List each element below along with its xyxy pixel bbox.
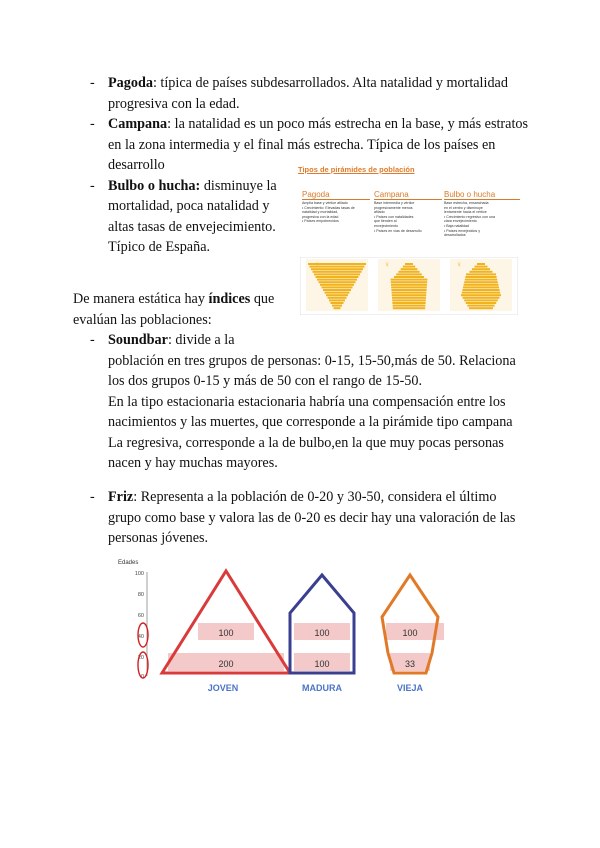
pyramid-bar [464,281,498,283]
pyramid-bar [392,297,426,299]
pyramid-bar [392,302,425,304]
column-heading: Bulbo o hucha [444,190,520,200]
pyramid-bar [314,273,360,275]
column-desc: Base estrecha, ensanchada en el centro y disminuye lentamente hacia el vértice • Crecimiento regresivo con una clara envejecimiento • Baja natalidad • Países envejecidos y desarrollados [444,201,495,238]
pyramid-bar [325,292,350,294]
pyramid-bar [332,305,342,307]
campana-term: Campana [108,116,168,132]
person-icon: ♀ [314,260,320,269]
pyramid-bar [403,266,415,268]
pyramid-bar [319,281,356,283]
pyramid-bar [393,307,425,309]
bulbo-line-3: altas tasas de envejecimiento. [108,218,276,235]
pyramid-bar [392,292,427,294]
pyramid-bar [391,284,427,286]
pyramid-bar [313,271,362,273]
y-tick: 60 [137,613,144,619]
campana-line-1: Campana: la natalidad es un poco más estrecha en la base, y más estratos [108,116,529,132]
pyramid-bar [462,289,499,291]
pyramid-bar [463,286,499,288]
campana-line-2: en la zona intermedia y el final más estrecha. Típica de los países en [108,136,496,153]
pyramid-bar [392,294,426,296]
pyramid-bar [398,271,419,273]
soundbar-line-3: los dos grupos 0-15 y más de 50 con el rango de 15-50. [108,373,423,389]
pyramid-bar [328,297,347,299]
pyramid-bar [464,299,498,301]
pyramid-bar [467,305,494,307]
madura-label: MADURA [302,683,342,693]
friz-term: Friz [108,489,134,505]
pyramid-bar [322,286,353,288]
pyramid-bar [323,289,351,291]
campana-pyramid [378,259,440,311]
soundbar-line-6: La regresiva, corresponde a la de bulbo,en la que muy pocas personas [108,434,504,451]
person-icon: ♀ [456,260,462,269]
soundbar-term: Soundbar [108,332,168,348]
pyramid-types-figure [296,165,522,317]
pyramid-bar [391,289,426,291]
pagoda-line-2: progresiva con la edad. [108,95,240,112]
pyramid-column-campana [374,190,442,233]
joven-lower-value: 200 [218,659,234,669]
pyramid-bar [396,273,422,275]
soundbar-line-4: En la tipo estacionaria estacionaria habría una compensación entre los [108,393,506,410]
bulbo-line-1: Bulbo o hucha: disminuye la [108,177,277,194]
bulbo-line-2: mortalidad, poca natalidad y [108,198,270,214]
pyramid-bar [391,286,427,288]
soundbar-line-7: nacen y hay muchas mayores. [108,455,278,471]
bullet-dash: - [90,332,95,348]
pyramid-bar [334,307,341,309]
bulbo-pyramid [450,259,512,311]
pyramid-bar [317,279,357,281]
pagoda-line-1: Pagoda: típica de países subdesarrollados. Alta natalidad y mortalidad [108,75,508,91]
pyramid-bar [466,302,496,304]
pyramid-column-pagoda [302,190,370,224]
column-desc: Base intermedia y vértice progresivamente menos afilado • Países con natalidades que tienden al envejecimiento • Países en vías de desarrollo [374,201,422,233]
pagoda-pyramid [306,259,368,311]
pyramid-bar [470,271,493,273]
bullet-dash: - [90,177,95,194]
indices-line-1: De manera estática hay índices que [73,291,275,307]
pyramid-bar [391,281,427,283]
pyramid-bar [462,292,500,294]
indices-term: índices [208,291,251,307]
vieja-label: VIEJA [396,683,424,693]
pyramid-bar [326,294,348,296]
pyramid-bar [469,307,493,309]
pyramid-bar [401,268,418,270]
bullet-dash: - [90,75,95,91]
column-heading: Pagoda [302,190,370,200]
soundbar-line-2: población en tres grupos de personas: 0-15, 15-50,más de 50. Relaciona [108,352,516,369]
pyramid-bar [463,297,500,299]
population-pyramids-chart [300,257,518,315]
soundbar-line-5: nacimientos y las muertes, que corresponde a la pirámide tipo campana [108,414,513,430]
indices-line-2: evalúan las poblaciones: [73,311,212,328]
campana-line-3: desarrollo [108,157,165,173]
pyramid-bar [465,276,496,278]
pyramid-bar [477,263,485,265]
madura-lower-value: 100 [314,659,330,669]
pyramid-bar [329,299,345,301]
column-desc: Amplia base y vértice afilado • Crecimiento: Elevadas tasas de natalidad y mortalidad, progresiva con la edad • Países empobrecidos [302,201,355,224]
pagoda-term: Pagoda [108,75,153,91]
person-icon: ♀ [384,260,390,269]
y-tick: 40 [137,634,144,640]
bulbo-line-4: Típico de España. [108,239,211,255]
column-heading: Campana [374,190,442,200]
pyramid-bar [405,263,413,265]
pyramid-bar [465,279,497,281]
bullet-dash: - [90,116,95,132]
vieja-upper-value: 100 [402,628,418,638]
friz-line-1: Friz: Representa a la población de 0-20 y 30-50, considera el último [108,489,497,505]
joven-label: JOVEN [207,683,239,693]
pyramid-bar [394,276,424,278]
friz-index-figure [118,555,463,700]
pyramid-bar [472,268,490,270]
madura-upper-value: 100 [314,628,330,638]
y-tick: 100 [134,571,144,577]
pyramid-bar [391,279,428,281]
pyramid-bar [461,294,501,296]
y-axis-label: Edades [118,560,139,566]
pyramid-bar [331,302,344,304]
y-tick: 80 [137,592,144,598]
y-tick: 0 [140,674,144,680]
soundbar-line-1: Soundbar: divide a la [108,332,235,348]
friz-line-2: grupo como base y valora las de 0-20 es decir hay una valoración de las [108,509,516,526]
pyramid-bar [392,299,426,301]
friz-line-3: personas jóvenes. [108,530,209,546]
figure-title: Tipos de pirámides de población [298,165,415,174]
joven-upper-value: 100 [218,628,234,638]
vieja-lower-value: 33 [404,659,416,669]
pyramid-bar [475,266,488,268]
bullet-dash: - [90,489,95,505]
pyramid-column-bulbo [444,190,520,238]
pyramid-bar [320,284,354,286]
pyramid-bar [464,284,499,286]
pyramid-bar [466,273,496,275]
pyramid-bar [393,305,426,307]
pyramid-bar [316,276,359,278]
y-tick: 20 [137,655,144,661]
bulbo-term: Bulbo o hucha: [108,177,201,194]
